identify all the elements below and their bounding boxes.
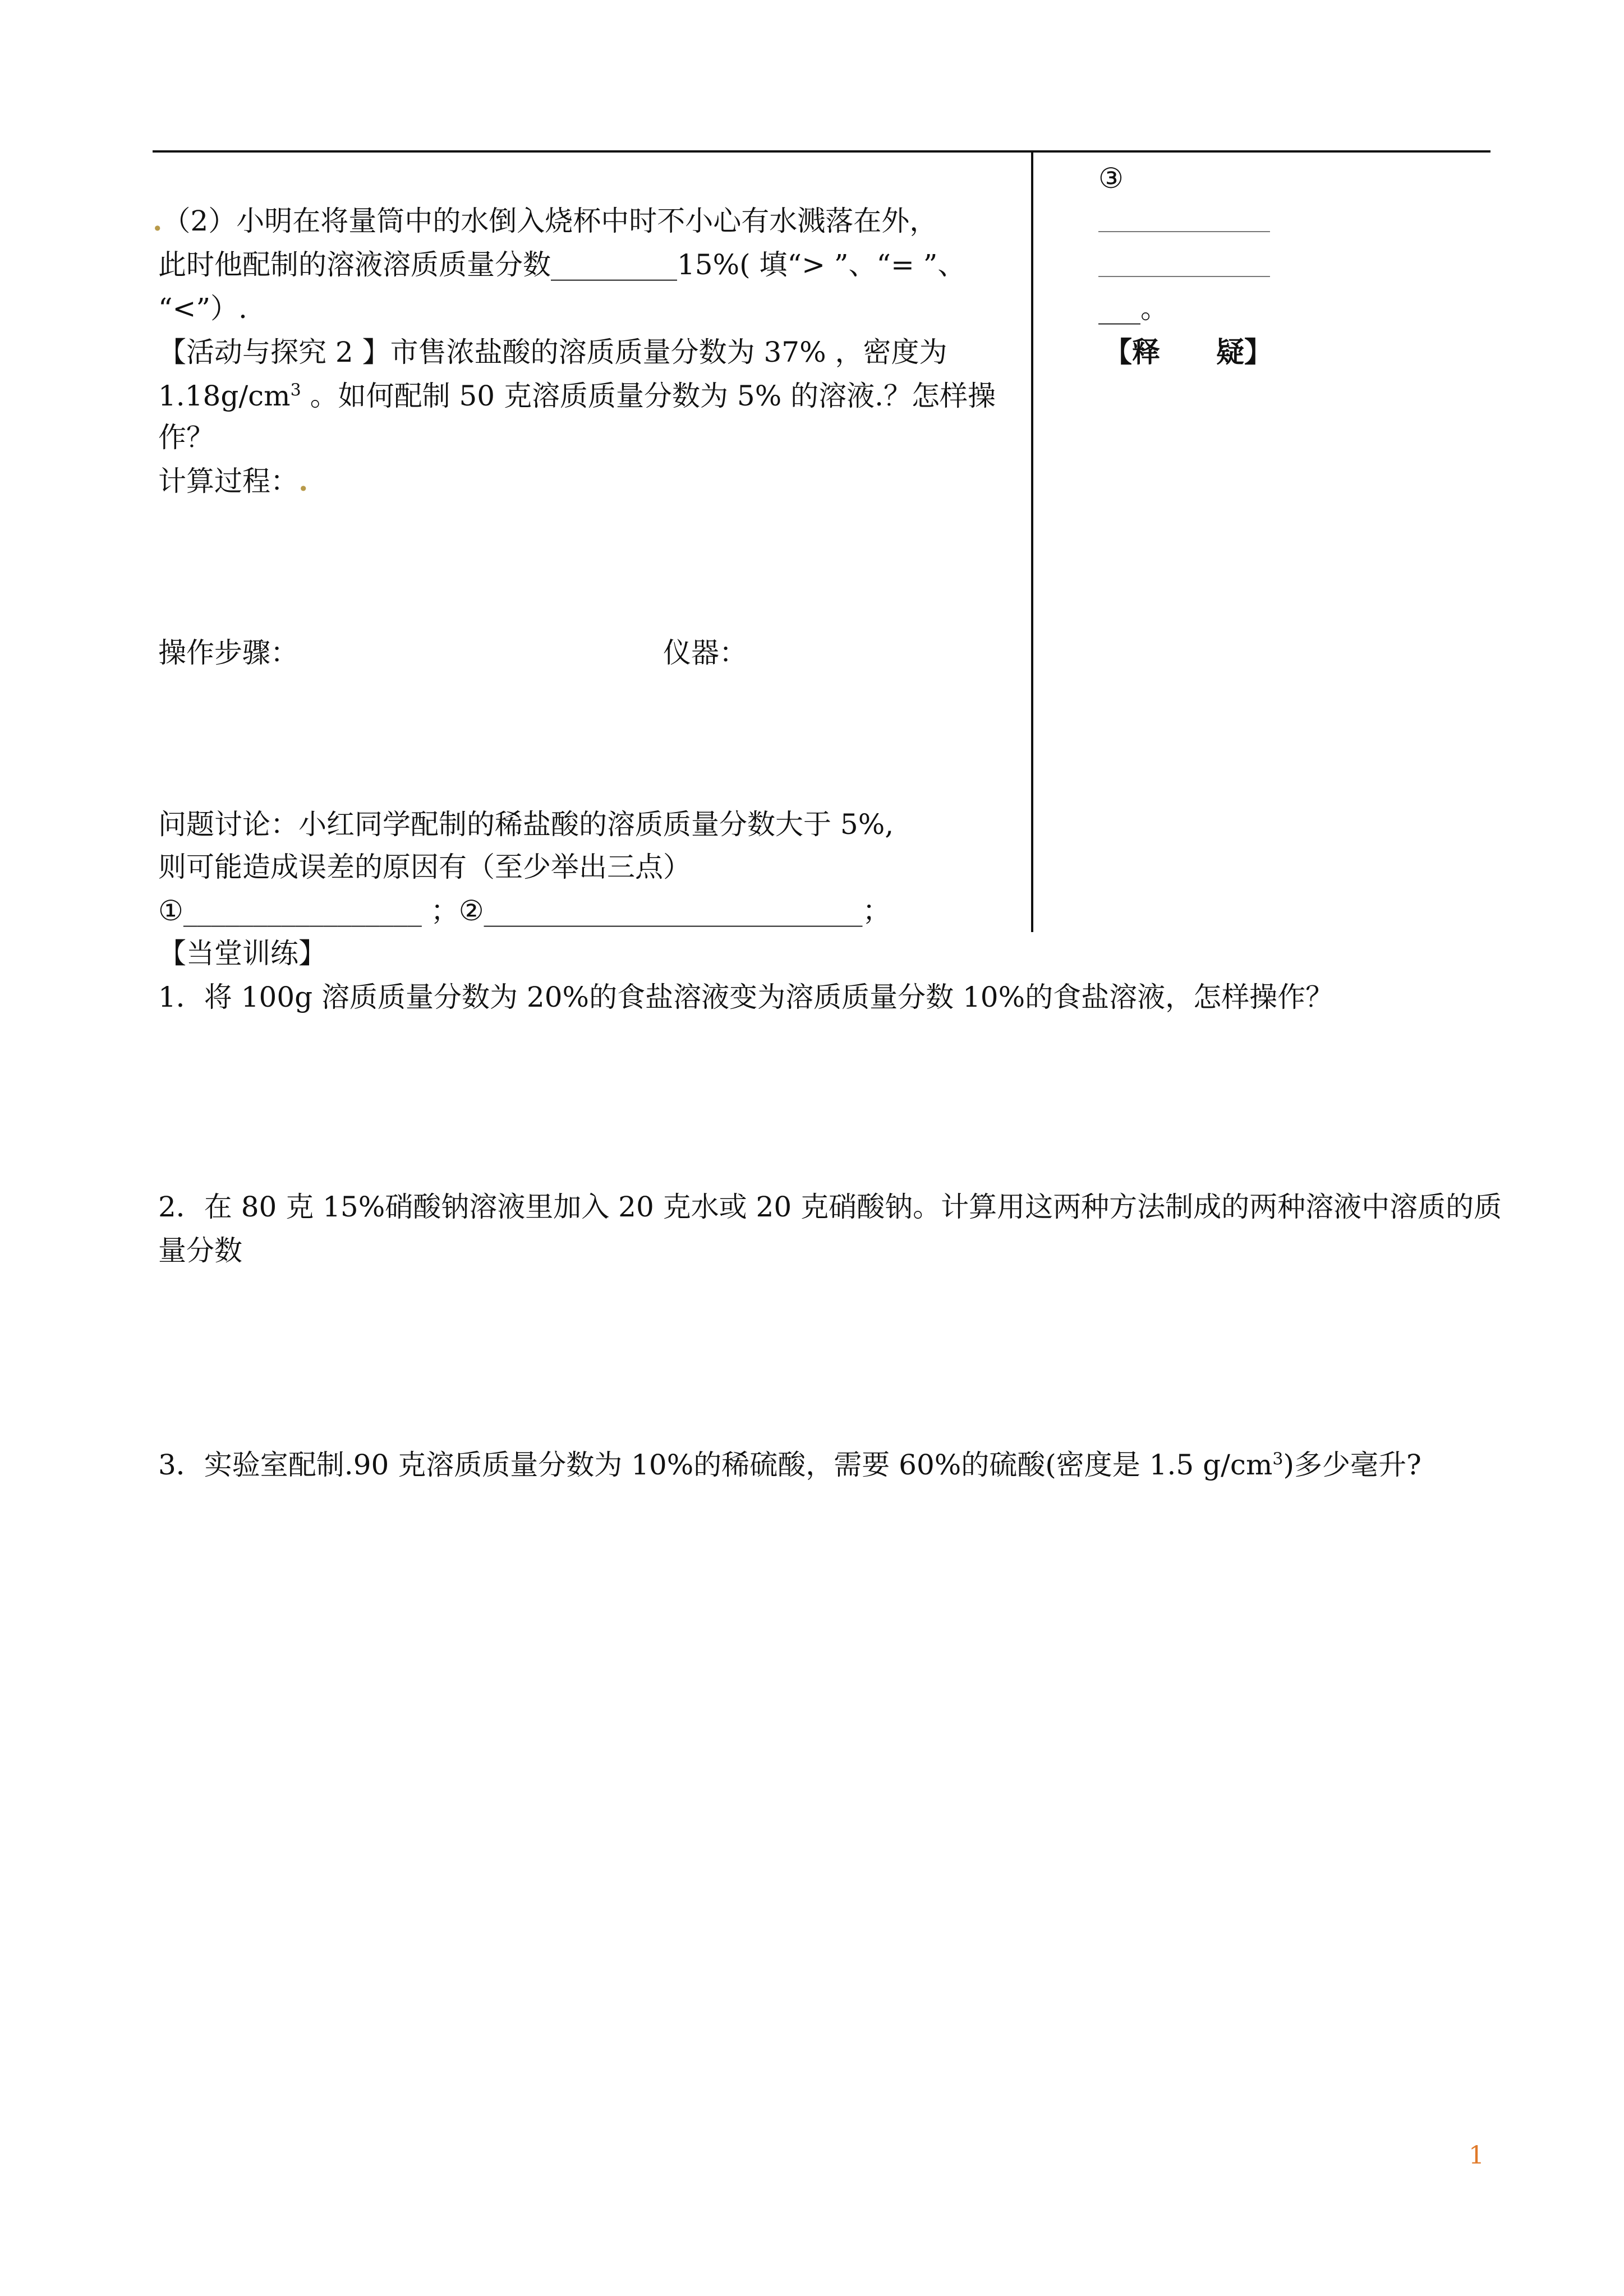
training-heading: 【当堂训练】 [158,937,326,970]
operation-steps-label: 操作步骤： [158,637,298,669]
training-question-2-line-2: 量分数 [158,1234,242,1267]
training-question-2-line-1: 2．在 80 克 15%硝酸钠溶液里加入 20 克水或 20 克硝酸钠。计算用这两种方法制成的两种溶液中溶质的质 [158,1191,1502,1223]
instruments-label: 仪器： [663,637,747,669]
answer-blank-line [1098,276,1270,277]
discussion-line-2: 则可能造成误差的原因有（至少举出三点） [158,851,691,883]
answer-blank-line [1098,231,1270,232]
training-question-3: 3．实验室配制.90 克溶质质量分数为 10%的稀硫酸，需要 60%的硫酸(密度是 1.5 $g/cm^3$)多少毫升? [158,1449,1421,1481]
activity-2-line-3: 作？ [158,421,214,454]
column-divider [1031,153,1033,932]
stray-dot: . [298,464,309,497]
discussion-line-1: 问题讨论：小红同学配制的稀盐酸的溶质质量分数大于 5%, [158,808,894,841]
question-2-line-1: .（2）小明在将量筒中的水倒入烧杯中时不小心有水溅落在外， [153,204,938,237]
answer-blanks: ①_________________ ；②___________________________； [158,895,891,927]
page-number: 1 [1469,2141,1484,2170]
release-doubt-heading: 【释 疑】 [1104,335,1272,368]
activity-2-line-1: 【活动与探究 2 】市售浓盐酸的溶质质量分数为 37% ，密度为 [158,336,947,368]
question-2-line-3: “<”）. [158,292,247,325]
top-rule [153,150,1490,153]
activity-2-line-2: $1.18g/cm^3$ 。如何配制 50 克溶质质量分数为 5% 的溶液.？怎样操 [158,380,996,412]
circle-three: ③ [1098,162,1124,195]
training-question-1: 1．将 100g 溶质质量分数为 20%的食盐溶液变为溶质质量分数 10%的食盐溶液，怎样操作？ [158,981,1334,1013]
answer-blank-end: ___。 [1098,292,1168,325]
calculation-label: 计算过程：. [158,464,309,497]
question-2-line-2: 此时他配制的溶液溶质质量分数_________15%( 填“> ”、“= ”、 [158,248,966,281]
stray-dot: . [153,204,163,237]
